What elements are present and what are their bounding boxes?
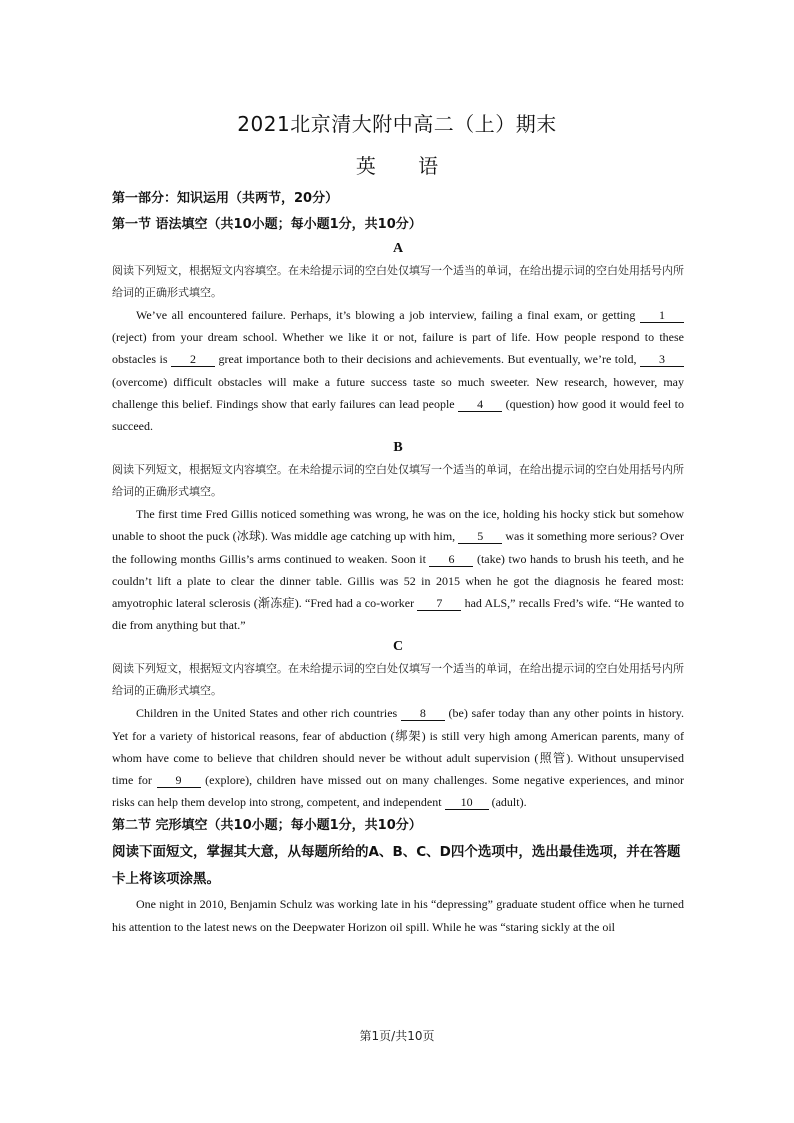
cloze-passage-text: One night in 2010, Benjamin Schulz was working late in his “depressing” graduate student office when he turned his attention to the latest news on the Deepwater Horizon oil spill. While he was “staring sickly at the oil bbox=[112, 897, 684, 934]
passage-text-span: (overcome) difficult obstacles will make a future success taste so much sweeter. New research, however, may challenge this belief. Findings show that early failures can lead people bbox=[112, 374, 684, 411]
passage-text-span: was it something more serious? Over the following months Gillis’s arms continued to weaken. Soon it bbox=[112, 529, 685, 566]
passage-text-span: The first time Fred Gillis noticed something was wrong, he was on the ice, holding his hocky stick but somehow unable to shoot the puck (冰球). Was middle age catching up with him, bbox=[112, 507, 684, 544]
passage-a-label: A bbox=[392, 241, 404, 256]
passage-text-span: had ALS,” recalls Fred’s wife. “He wanted to die from anything but that.” bbox=[112, 596, 684, 633]
section2-heading: 第二节 完形填空（共10小题；每小题1分，共10分） bbox=[112, 818, 422, 834]
passage-text-span: (question) how good it would feel to succeed. bbox=[112, 396, 684, 434]
passage-c-text bbox=[112, 702, 684, 813]
passage-text-span: (reject) from your dream school. Whether we like it or not, failure is part of life. How people respond to these obstacles is bbox=[112, 330, 684, 367]
passage-text-span: (be) safer today than any other points in history. Yet for a variety of historical reasons, fear of abduction (绑架) is still very high among American parents, many of whom have come to believe that children should never be without adult supervision (照管). Without unsupervised time for bbox=[112, 706, 684, 788]
passage-a-text bbox=[112, 304, 684, 437]
passage-c-instruction: 阅读下列短文，根据短文内容填空。在未给提示词的空白处仅填写一个适当的单词，在给出提示词的空白处用括号内所给词的正确形式填空。 bbox=[112, 662, 684, 698]
passage-text-span: great importance both to their decisions and achievements. But eventually, we’re told, bbox=[215, 352, 640, 367]
section2-instruction: 阅读下面短文，掌握其大意，从每题所给的A、B、C、D四个选项中，选出最佳选项，并在答题卡上将该项涂黑。 bbox=[112, 844, 681, 888]
passage-text-span: (adult). bbox=[488, 795, 527, 810]
subject-title: 英 语 bbox=[355, 154, 439, 178]
page-number: 第1页/共10页 bbox=[359, 1029, 435, 1043]
passage-text-span: Children in the United States and other rich countries bbox=[136, 706, 401, 721]
page-title: 2021北京清大附中高二（上）期末 bbox=[237, 112, 557, 136]
blank-2: 2 bbox=[171, 352, 215, 367]
passage-text-span: We’ve all encountered failure. Perhaps, it’s blowing a job interview, failing a final exam, or getting bbox=[136, 308, 640, 322]
blank-4: 4 bbox=[458, 397, 502, 412]
passage-text-span: (explore), children have missed out on many challenges. Some negative experiences, and minor risks can help them develop into strong, competent, and independent bbox=[112, 773, 684, 810]
passage-a-instruction: 阅读下列短文，根据短文内容填空。在未给提示词的空白处仅填写一个适当的单词，在给出提示词的空白处用括号内所给词的正确形式填空。 bbox=[112, 264, 684, 299]
blank-1: 1 bbox=[640, 308, 684, 323]
blank-7: 7 bbox=[417, 596, 461, 611]
blank-6: 6 bbox=[429, 552, 473, 567]
blank-8: 8 bbox=[401, 706, 445, 721]
blank-9: 9 bbox=[157, 773, 201, 788]
blank-3: 3 bbox=[640, 352, 684, 367]
exam-content bbox=[112, 186, 684, 938]
section1-heading: 第一节 语法填空（共10小题；每小题1分，共10分） bbox=[112, 217, 422, 232]
passage-text-span: (take) two hands to brush his teeth, and he couldn’t lift a plate to clear the dinner table. Gillis was 52 in 2015 when he got the diagnosis he feared most: amyotrophic lateral sclerosis (渐冻症). “Fred had a co-worker bbox=[112, 551, 684, 611]
passage-b-text bbox=[112, 503, 684, 636]
blank-10: 10 bbox=[445, 795, 489, 810]
passage-b-instruction: 阅读下列短文，根据短文内容填空。在未给提示词的空白处仅填写一个适当的单词，在给出提示词的空白处用括号内所给词的正确形式填空。 bbox=[112, 463, 684, 499]
passage-c-label: C bbox=[392, 639, 404, 655]
part1-heading: 第一部分：知识运用（共两节，20分） bbox=[112, 191, 339, 206]
blank-5: 5 bbox=[458, 529, 502, 544]
passage-b-label: B bbox=[393, 440, 403, 456]
